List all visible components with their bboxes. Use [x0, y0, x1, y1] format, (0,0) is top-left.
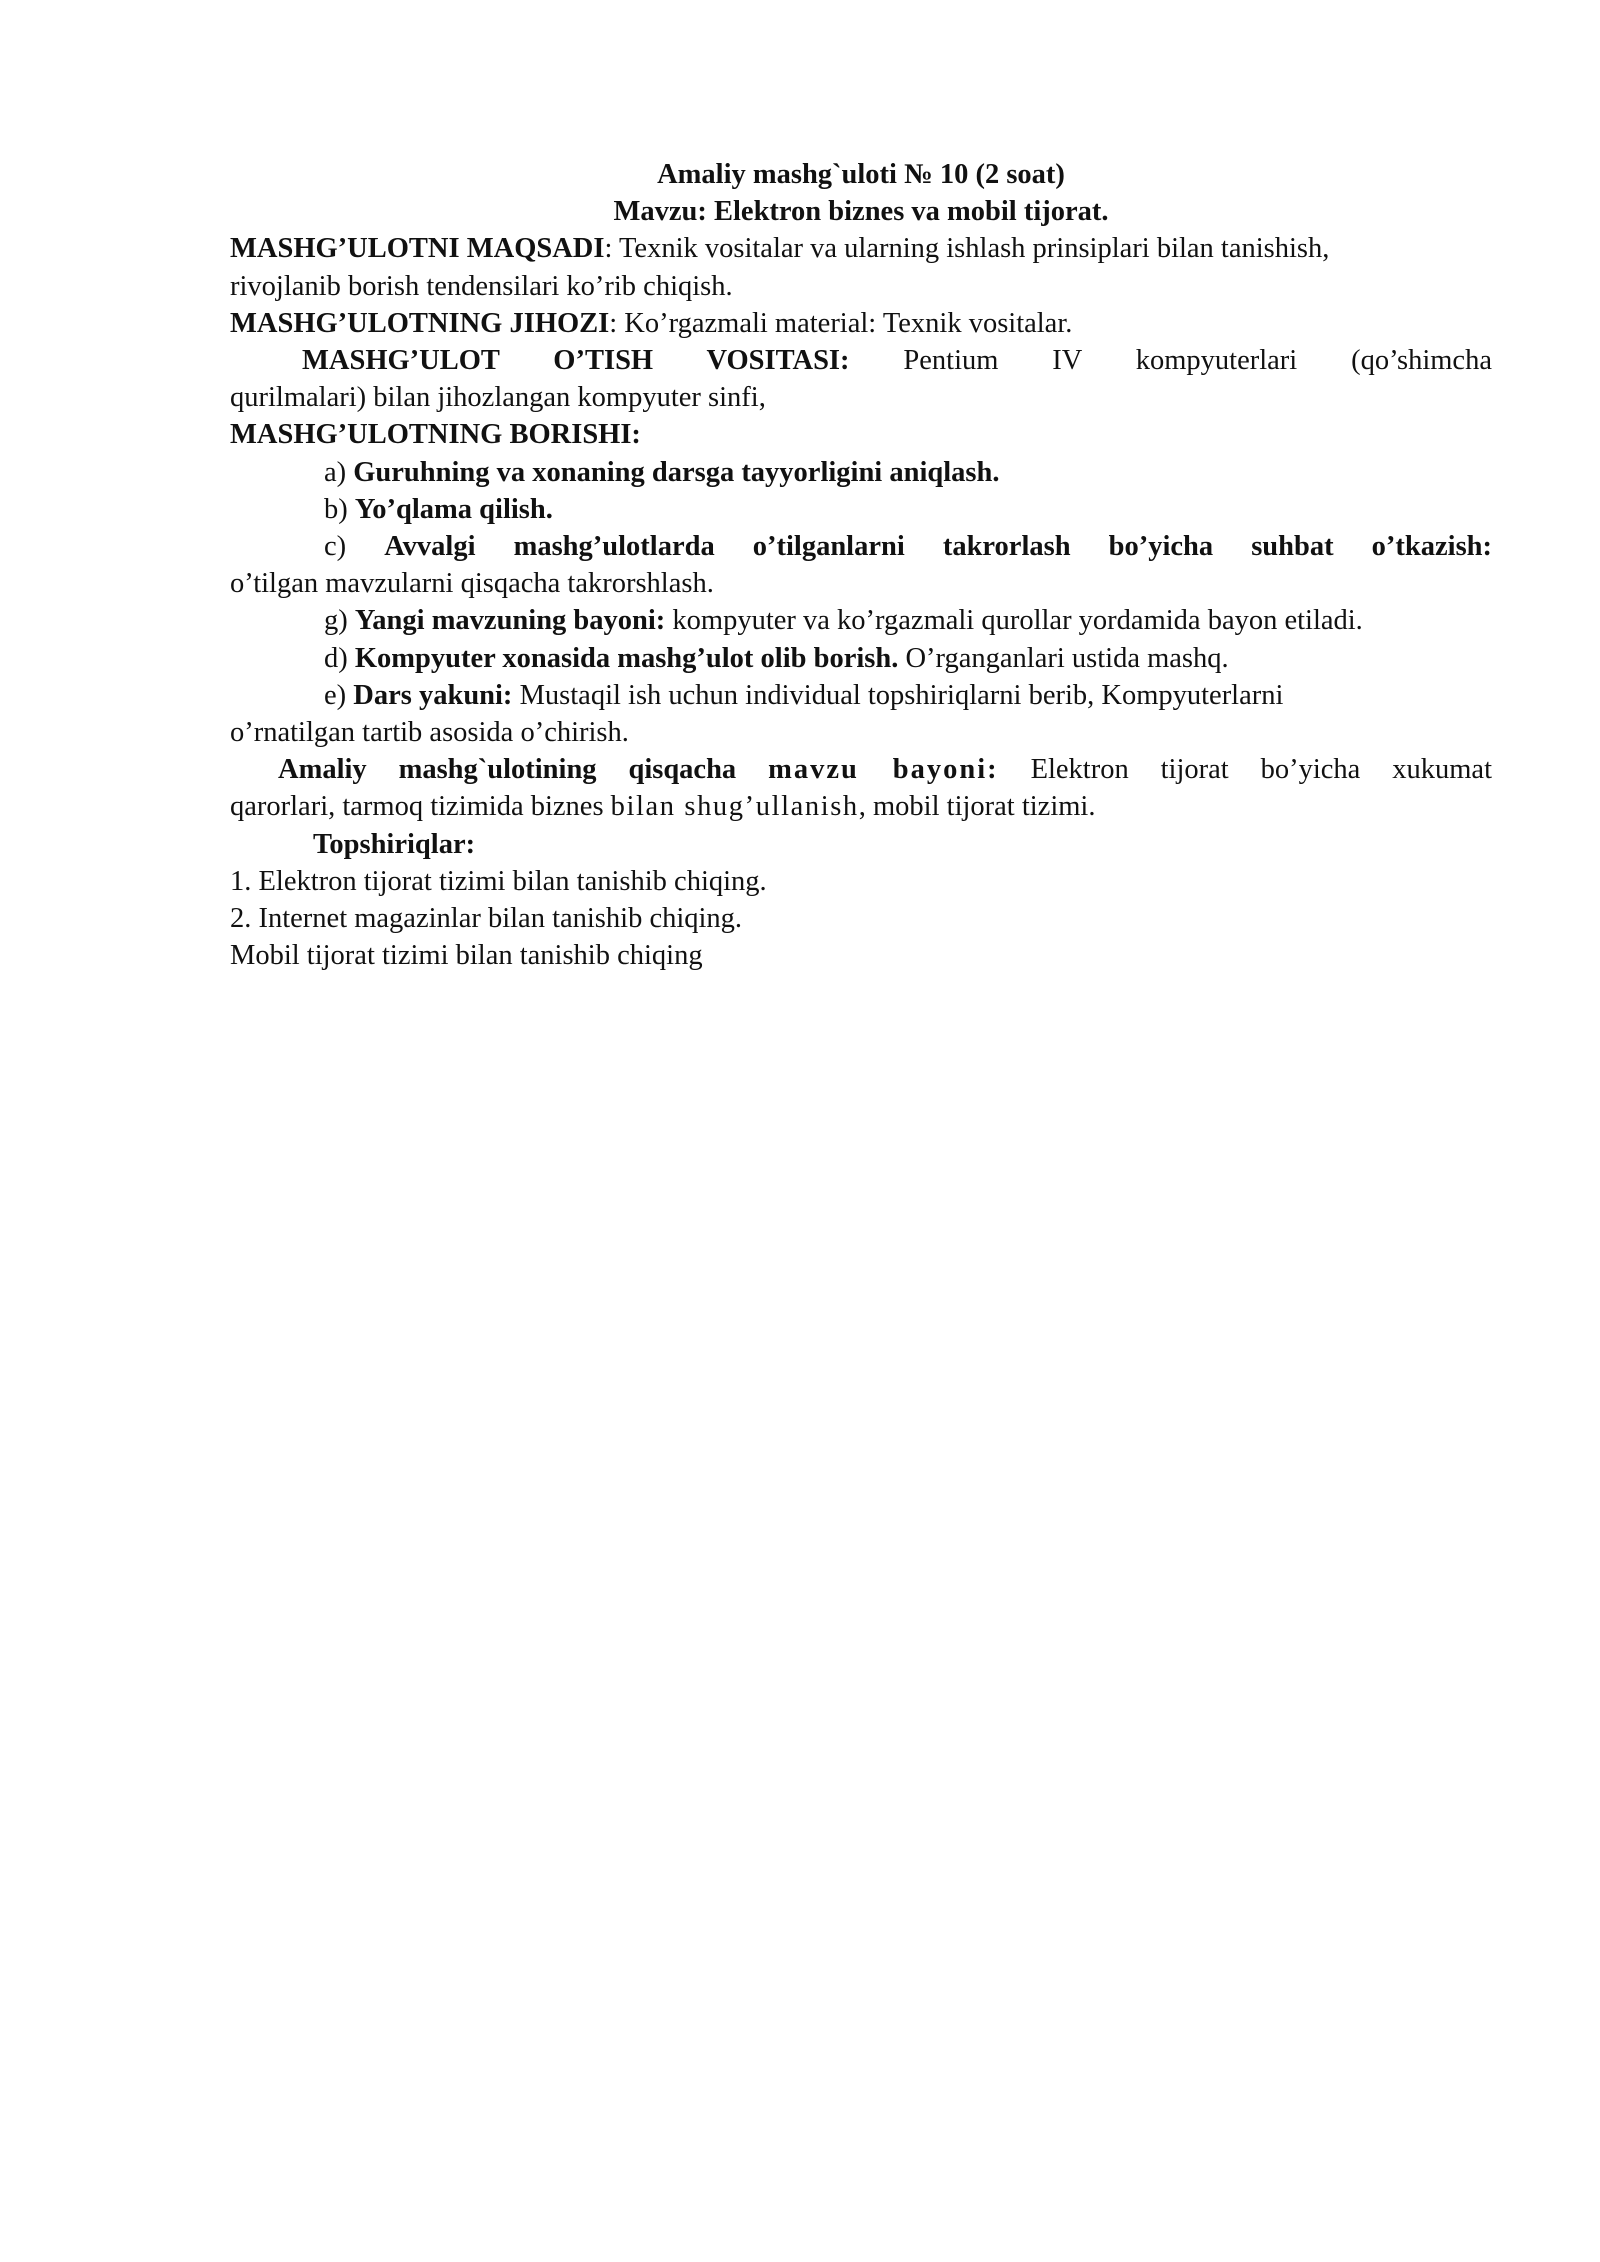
summary-text-a: qarorlari, tarmoq tizimida biznes: [230, 791, 611, 823]
summary-text-b: , mobil tijorat tizimi.: [858, 791, 1096, 823]
step-a: [230, 454, 1492, 491]
means-line-2: qurilmalari) bilan jihozlangan kompyuter sinfi,: [230, 382, 766, 414]
purpose-line-2: rivojlanib borish tendensilari ko’rib chiqish.: [230, 270, 733, 302]
document-page: [230, 156, 1492, 974]
summary-line-1: [230, 751, 1492, 788]
step-g-prefix: g): [324, 605, 355, 637]
step-c-continued: o’tilgan mavzularni qisqacha takrorshlash.: [230, 568, 714, 600]
purpose-line-1: [230, 230, 1492, 267]
step-d-prefix: d): [324, 642, 355, 674]
summary-text: Elektron tijorat bo’yicha xukumat: [998, 754, 1492, 786]
step-d-title: Kompyuter xonasida mashg’ulot olib borish.: [354, 642, 899, 674]
step-d-text: O’rganganlari ustida mashq.: [898, 642, 1229, 674]
equipment-text: : Ko’rgazmali material: Texnik vositalar.: [609, 307, 1073, 339]
step-e: [230, 677, 1492, 714]
step-g-text: kompyuter va ko’rgazmali qurollar yordamida bayon etiladi.: [665, 605, 1363, 637]
step-e-text: Mustaqil ish uchun individual topshiriqlarni berib, Kompyuterlarni: [512, 679, 1284, 711]
page-title: Amaliy mashg`uloti № 10 (2 soat): [657, 159, 1065, 190]
summary-line-2: [230, 788, 1492, 825]
step-e-continued: o’rnatilgan tartib asosida o’chirish.: [230, 717, 629, 749]
task-item: Mobil tijorat tizimi bilan tanishib chiqing: [230, 940, 703, 972]
step-a-prefix: a): [324, 456, 354, 488]
progress-heading: MASHG’ULOTNING BORISHI:: [230, 419, 641, 451]
step-d: [230, 640, 1492, 677]
step-b-title: Yo’qlama qilish.: [354, 493, 553, 525]
step-b-prefix: b): [324, 493, 355, 525]
summary-text-spaced: bilan shug’ullanish: [610, 791, 859, 823]
step-a-title: Guruhning va xonaning darsga tayyorligini aniqlash.: [353, 456, 1000, 488]
task-item: 1. Elektron tijorat tizimi bilan tanishib chiqing.: [230, 865, 767, 897]
step-e-prefix: e): [324, 679, 354, 711]
topic-heading: Mavzu: Elektron biznes va mobil tijorat.: [613, 196, 1109, 228]
step-g-title: Yangi mavzuning bayoni:: [354, 605, 666, 637]
equipment-label: MASHG’ULOTNING JIHOZI: [230, 307, 610, 339]
summary-label-spaced: mavzu bayoni:: [768, 754, 999, 786]
step-c: [230, 528, 1492, 565]
task-item: 2. Internet magazinlar bilan tanishib chiqing.: [230, 903, 743, 935]
step-b: [230, 491, 1492, 528]
means-line-1: [230, 342, 1492, 379]
equipment-line: [230, 305, 1492, 342]
means-label: MASHG’ULOT O’TISH VOSITASI:: [302, 345, 850, 377]
purpose-text: : Texnik vositalar va ularning ishlash prinsiplari bilan tanishish,: [604, 233, 1330, 265]
purpose-label: MASHG’ULOTNI MAQSADI: [230, 233, 605, 265]
means-text: Pentium IV kompyuterlari (qo’shimcha: [849, 345, 1492, 377]
step-c-prefix: c): [324, 531, 385, 563]
tasks-heading: Topshiriqlar:: [313, 828, 476, 860]
step-c-title: Avvalgi mashg’ulotlarda o’tilganlarni takrorlash bo’yicha suhbat o’tkazish:: [384, 531, 1493, 563]
summary-label: Amaliy mashg`ulotining qisqacha: [278, 754, 769, 786]
step-e-title: Dars yakuni:: [353, 679, 513, 711]
step-g: [230, 602, 1492, 639]
